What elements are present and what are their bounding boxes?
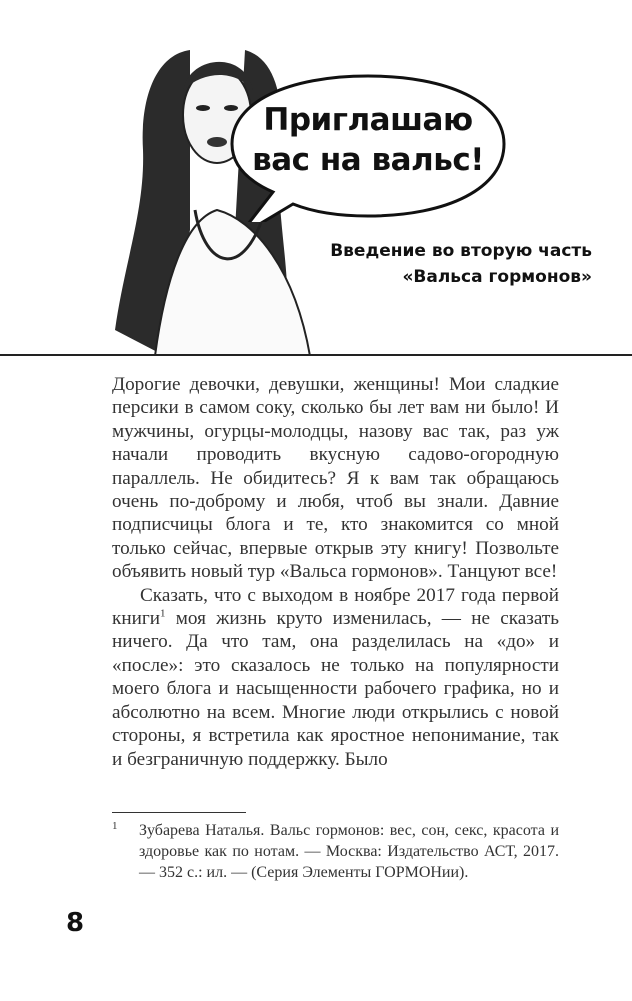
footnote	[112, 820, 559, 883]
subtitle-line: Введение во вторую часть	[330, 241, 592, 261]
paragraph	[112, 584, 559, 771]
paragraph: Дорогие девочки, девушки, женщины! Мои сладкие персики в самом соку, сколько бы лет вам ни было! И мужчины, огурцы-молодцы, назову вас так, раз уж начали проводить вкусную садово-огородную параллель. Не обидитесь? Я к вам так обращаюсь очень по-доброму и любя, чтоб вы знали. Давние подписчицы блога и те, кто знакомится со мной только сейчас, впервые открыв эту книгу! Позвольте объявить новый тур «Вальса гормонов». Танцуют все!	[112, 374, 559, 583]
speech-line: вас на вальс!	[252, 142, 484, 178]
page-number: 8	[66, 908, 85, 938]
speech-bubble-text	[250, 100, 486, 180]
paragraph-text: моя жизнь круто изменилась, — не сказать ничего. Да что там, она разделилась на «до» и «после»: это сказалось не только на популярности моего блога и насыщенности рабочего графика, но и абсолютно на всем. Многие люди открылись с новой стороны, я встретила как яростное непонимание, так и безграничную поддержку. Было	[112, 608, 559, 770]
footnote-reference[interactable]: 1	[160, 607, 166, 620]
header-divider	[0, 354, 632, 356]
paragraph-text: Сказать, что с выходом в ноябре 2017 года первой книги	[112, 584, 559, 630]
body-text	[112, 373, 559, 771]
footnote-divider	[112, 812, 246, 813]
subtitle-line: «Вальса гормонов»	[402, 267, 592, 287]
footnote-mark: 1	[112, 820, 118, 832]
footnote-text: Зубарева Наталья. Вальс гормонов: вес, сон, секс, красота и здоровье как по нотам. — Москва: Издательство АСТ, 2017. — 352 с.: ил. — (Серия Элементы ГОРМОНии).	[139, 822, 559, 881]
chapter-subtitle	[330, 238, 592, 290]
speech-line: Приглашаю	[263, 102, 473, 138]
